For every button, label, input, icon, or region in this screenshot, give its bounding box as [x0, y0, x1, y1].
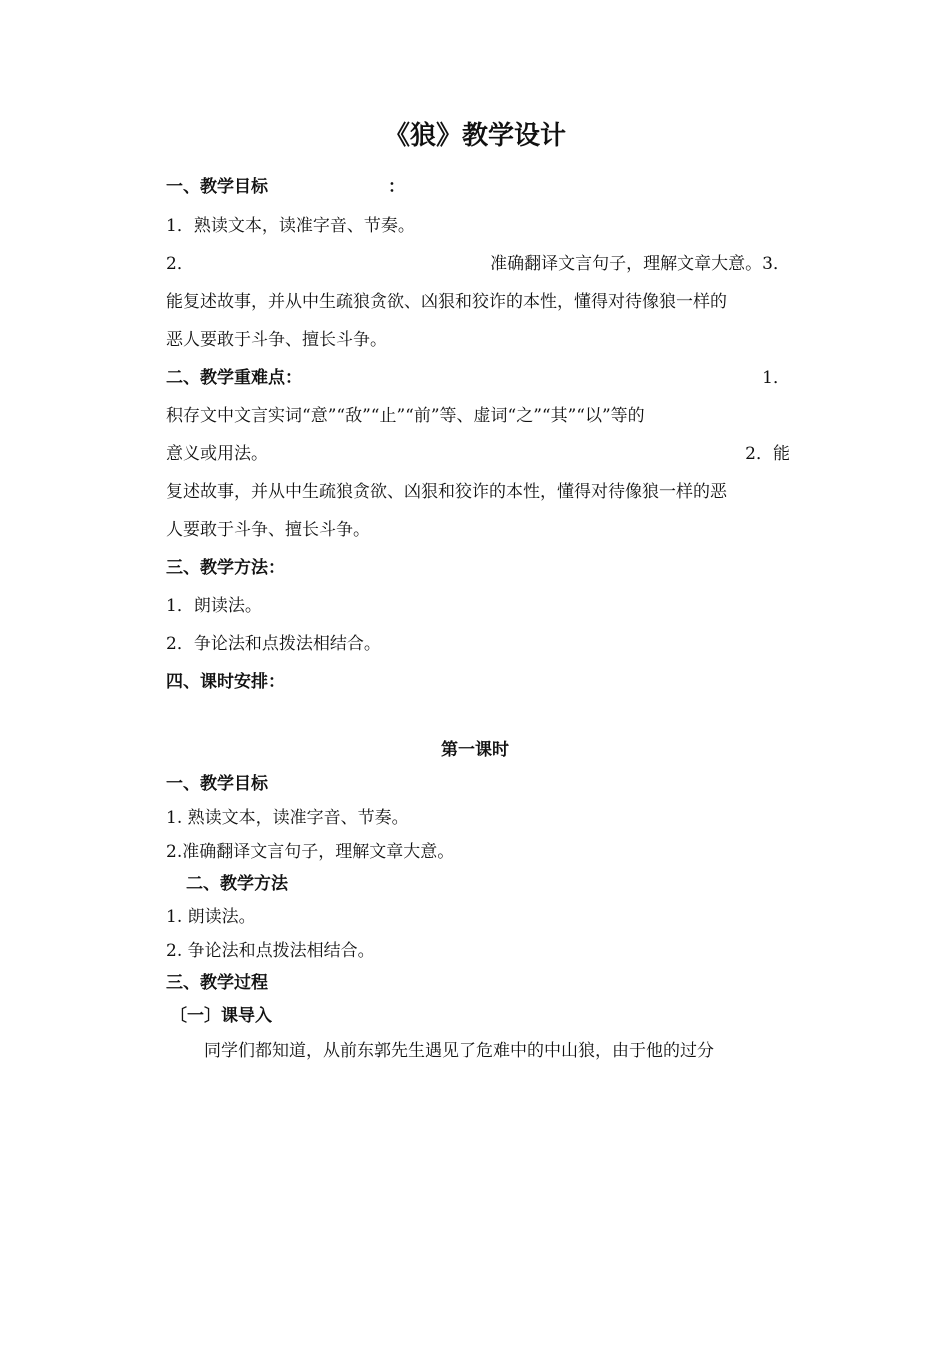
key-point-2-line-2: 人要敢于斗争、擅长斗争。 — [166, 520, 370, 540]
lesson-method-2: 2. 争论法和点拨法相结合。 — [166, 941, 375, 961]
schedule-heading: 四、课时安排： — [166, 672, 285, 692]
method-2: 2．争论法和点拨法相结合。 — [166, 634, 381, 654]
goal-2-text: 准确翻译文言句子，理解文章大意。3． — [490, 254, 790, 274]
intro-heading: 〔一〕课导入 — [170, 1006, 272, 1026]
goal-1: 1．熟读文本，读准字音、节奏。 — [166, 216, 415, 236]
key-point-1-number: 1． — [762, 368, 790, 388]
key-point-1-line-1: 积存文中文言实词“意”“敌”“止”“前”等、虚词“之”“其”“以”等的 — [166, 406, 645, 426]
key-point-1-line-2: 意义或用法。 — [166, 444, 268, 464]
goal-3-line-1: 能复述故事，并从中生疏狼贪欲、凶狠和狡诈的本性，懂得对待像狼一样的 — [166, 292, 727, 312]
key-point-1-line-2-row — [166, 442, 790, 466]
goal-2-number: 2． — [166, 254, 194, 274]
methods-heading: 三、教学方法： — [166, 558, 285, 578]
goal-2-row — [166, 252, 790, 276]
document-title: 《狼》教学设计 — [383, 121, 566, 151]
key-point-2-line-1: 复述故事，并从中生疏狼贪欲、凶狠和狡诈的本性，懂得对待像狼一样的恶 — [166, 482, 727, 502]
lesson-process-heading: 三、教学过程 — [166, 973, 268, 993]
first-lesson-heading: 第一课时 — [441, 740, 509, 760]
key-points-row — [166, 366, 790, 390]
key-points-heading: 二、教学重难点： — [166, 368, 302, 388]
key-point-2-number: 2．能 — [745, 444, 790, 464]
goal-3-line-2: 恶人要敢于斗争、擅长斗争。 — [166, 330, 387, 350]
method-1: 1．朗读法。 — [166, 596, 262, 616]
lesson-method-1: 1. 朗读法。 — [166, 907, 256, 927]
lesson-goal-2: 2.准确翻译文言句子，理解文章大意。 — [166, 842, 455, 862]
lesson-goal-1: 1. 熟读文本，读准字音、节奏。 — [166, 808, 409, 828]
goals-heading-text: 一、教学目标 — [166, 177, 268, 197]
goals-heading-colon: ： — [388, 177, 405, 197]
lesson-methods-heading: 二、教学方法 — [186, 874, 288, 894]
goals-heading — [166, 175, 790, 199]
intro-paragraph: 同学们都知道，从前东郭先生遇见了危难中的中山狼，由于他的过分 — [204, 1041, 714, 1061]
lesson-goals-heading: 一、教学目标 — [166, 774, 268, 794]
